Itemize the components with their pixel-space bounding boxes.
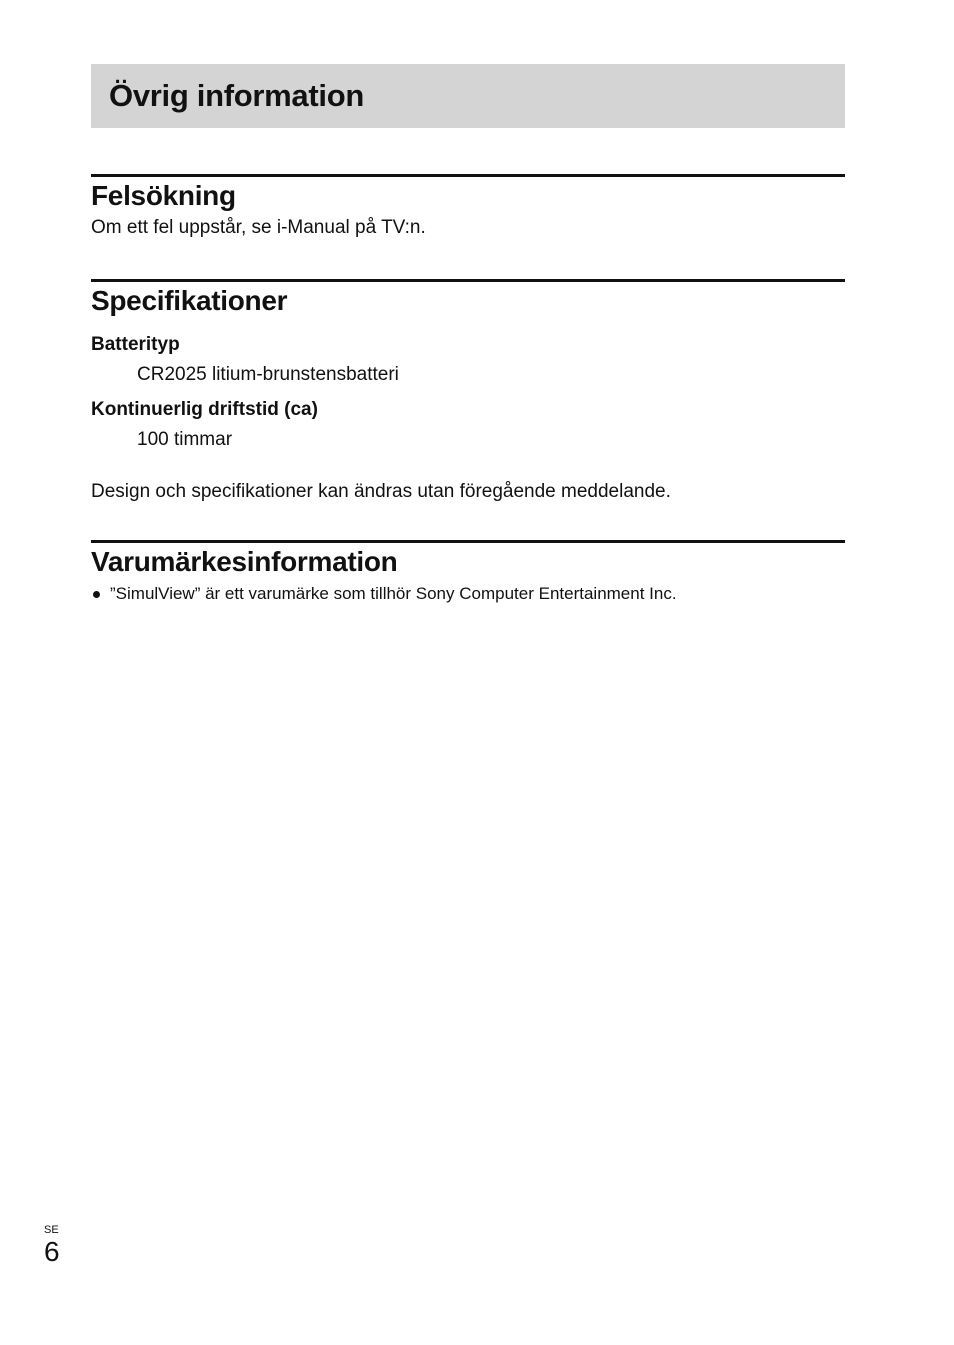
spec-value-battery-type: CR2025 litium-brunstensbatteri (137, 364, 399, 385)
spec-label-operating-time: Kontinuerlig driftstid (ca) (91, 399, 318, 420)
specifications-note: Design och specifikationer kan ändras utan föregående meddelande. (91, 481, 671, 502)
chapter-title: Övrig information (109, 78, 364, 113)
troubleshooting-section (91, 174, 845, 240)
specifications-heading: Specifikationer (91, 285, 288, 316)
page-footer (44, 1224, 60, 1268)
trademark-text: ”SimulView” är ett varumärke som tillhör Sony Computer Entertainment Inc. (110, 584, 677, 603)
page-number: 6 (44, 1236, 60, 1267)
bullet-icon (93, 591, 100, 598)
spec-label-battery-type: Batterityp (91, 334, 180, 355)
trademarks-section (91, 540, 845, 605)
chapter-banner (91, 64, 845, 128)
page-region-code: SE (44, 1224, 59, 1236)
troubleshooting-heading: Felsökning (91, 180, 236, 211)
trademarks-heading: Varumärkesinformation (91, 546, 398, 577)
specifications-section (91, 279, 845, 504)
spec-value-operating-time: 100 timmar (137, 429, 233, 450)
list-item (91, 583, 845, 605)
troubleshooting-text: Om ett fel uppstår, se i-Manual på TV:n. (91, 217, 426, 238)
